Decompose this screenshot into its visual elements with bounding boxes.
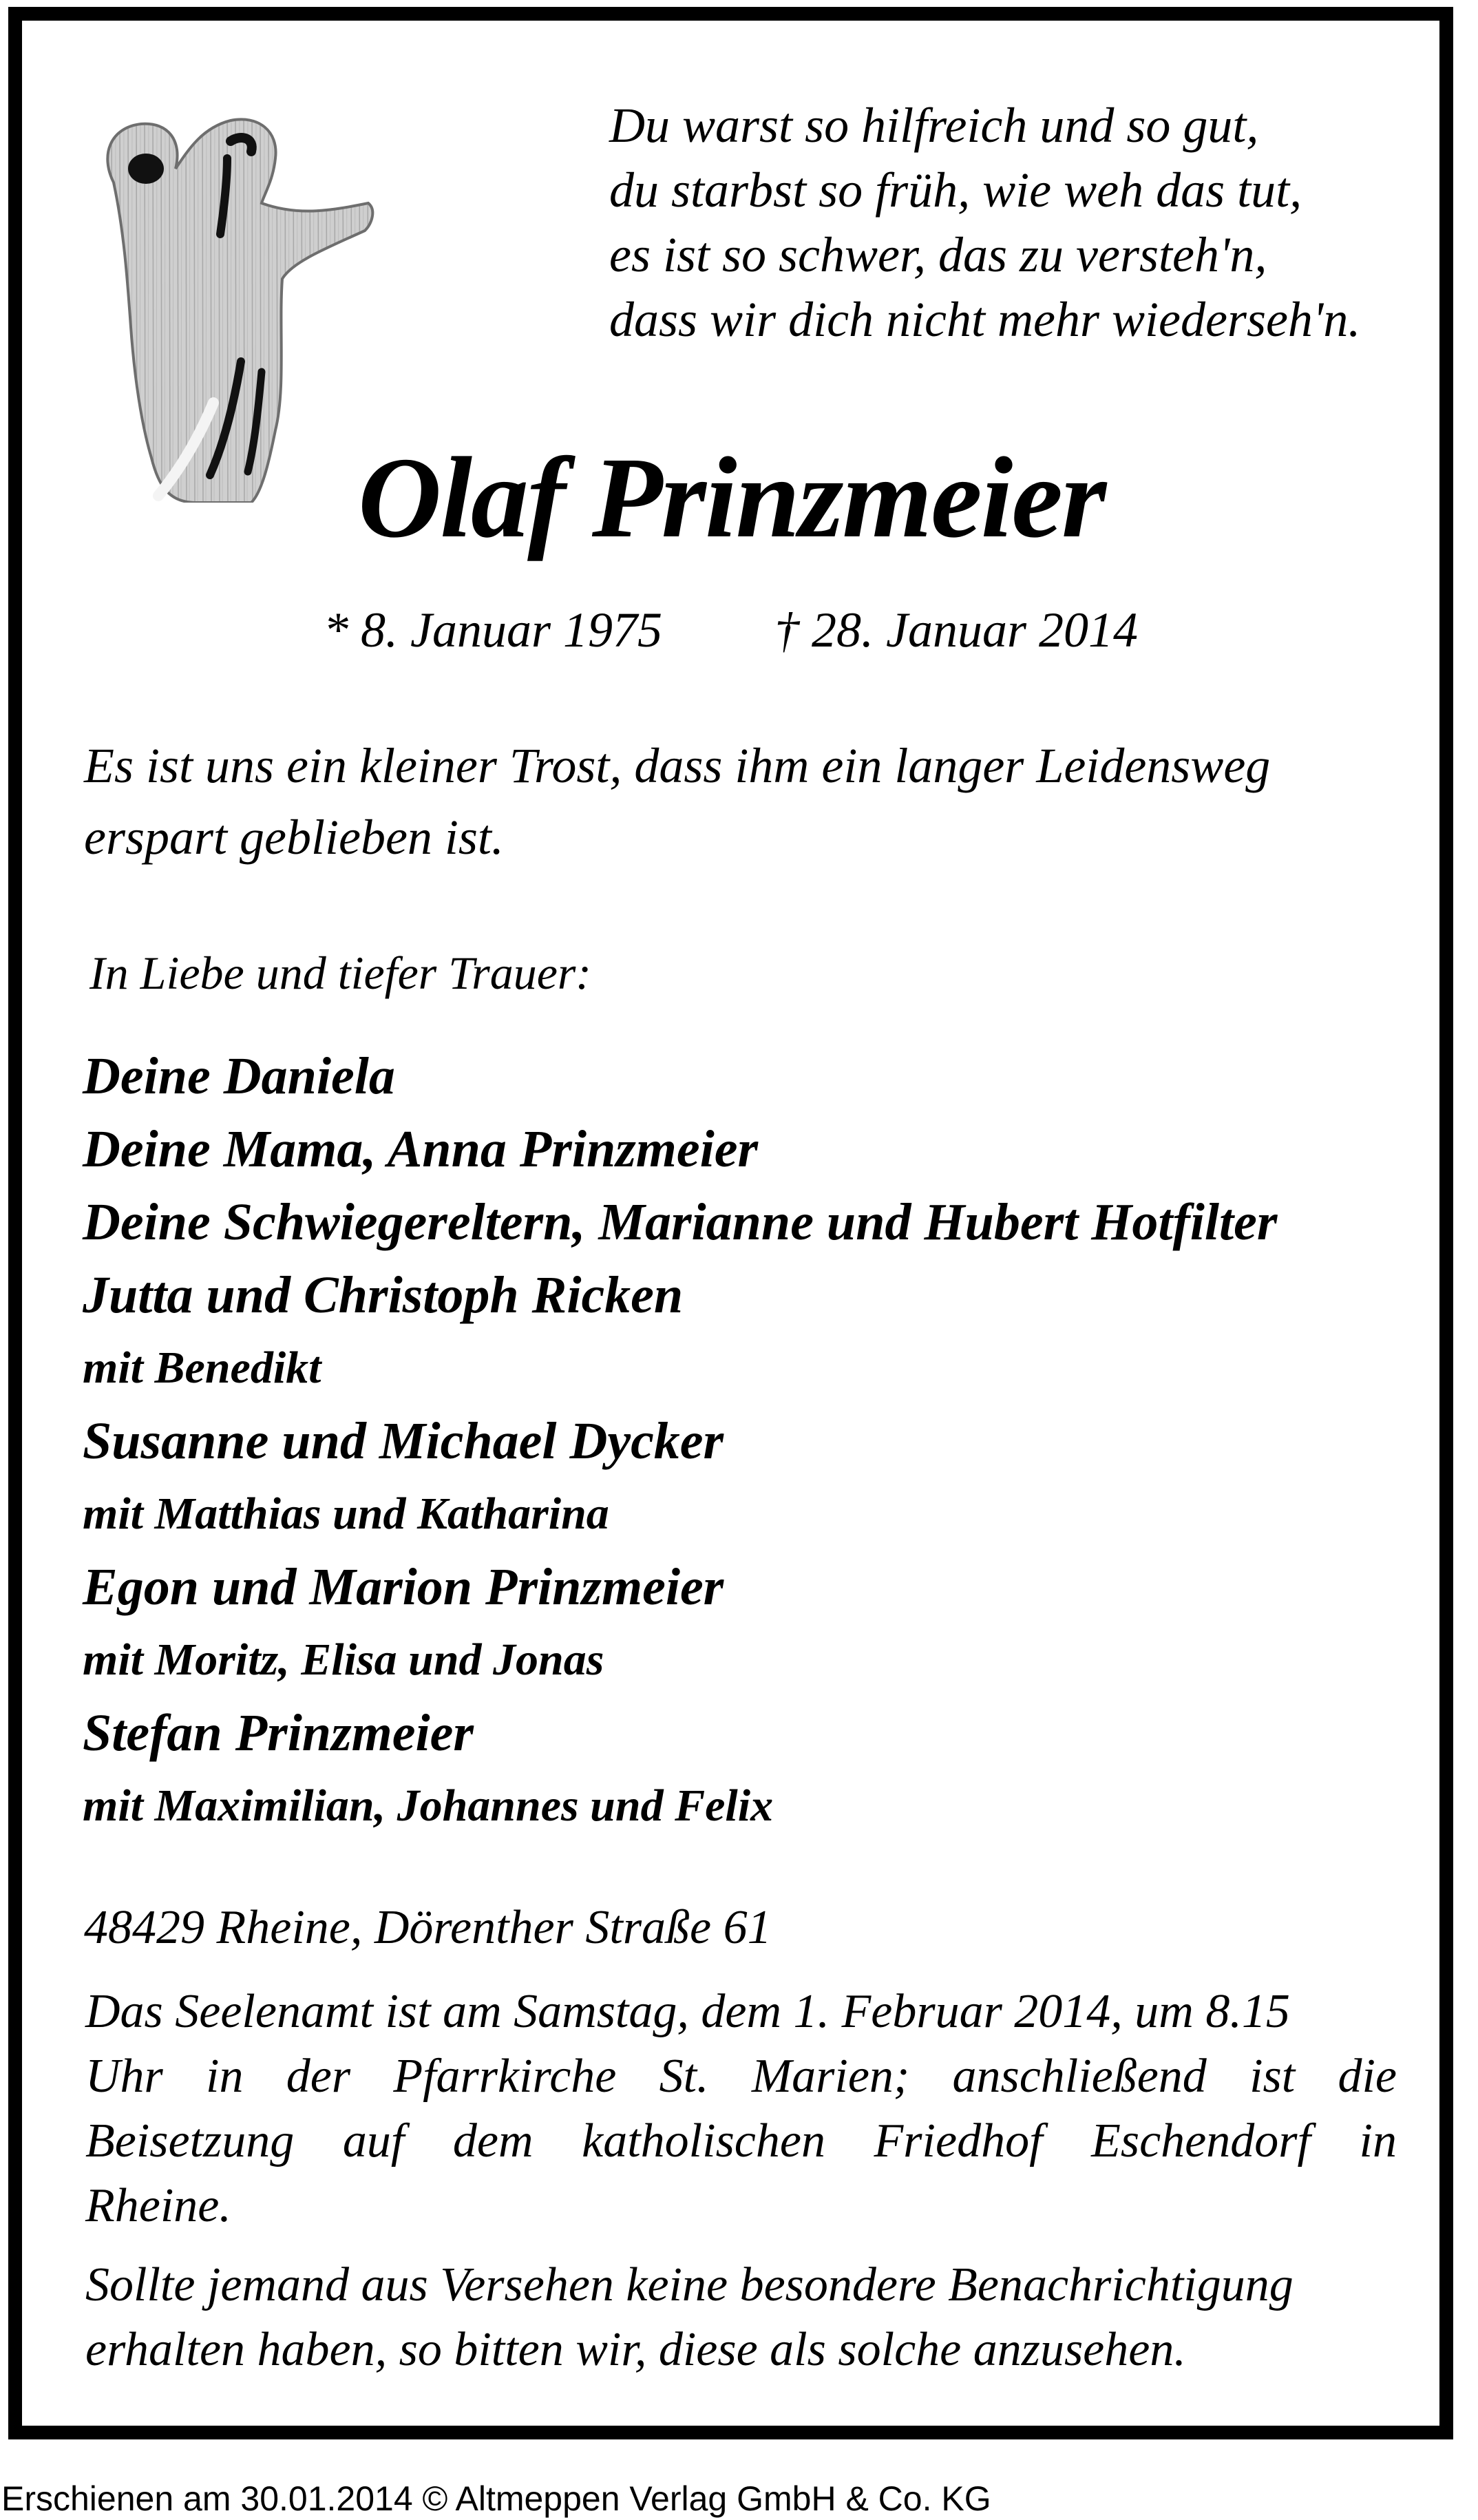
mourner-entry: Egon und Marion Prinzmeier [83, 1558, 724, 1616]
consolation-line: erspart geblieben ist. [84, 810, 504, 865]
service-line: Rheine. [85, 2179, 231, 2232]
birth-date: * 8. Januar 1975 [324, 602, 662, 658]
service-line: Das Seelenamt ist am Samstag, dem 1. Februar 2014, um 8.15 [85, 1985, 1290, 2038]
consolation-text [84, 730, 1392, 873]
family-address: 48429 Rheine, Dörenther Straße 61 [84, 1901, 772, 1954]
mourner-entry: Deine Schwiegereltern, Marianne und Hubert Hotfilter [83, 1193, 1278, 1251]
angel-icon [93, 100, 382, 503]
mourner-children: mit Benedikt [83, 1343, 321, 1393]
notification-notice [85, 2253, 1397, 2382]
mourner-entry: Jutta und Christoph Ricken [83, 1266, 684, 1324]
mourner-entry: Deine Mama, Anna Prinzmeier [83, 1120, 759, 1178]
mourner-entry: Deine Daniela [83, 1047, 395, 1105]
poem-line: Du warst so hilfreich und so gut, [609, 98, 1259, 153]
mourner-entry: Susanne und Michael Dycker [83, 1412, 724, 1470]
service-line: Uhr in der Pfarrkirche St. Marien; anschließend ist die [85, 2050, 1397, 2103]
publication-footer: Erschienen am 30.01.2014 © Altmeppen Verlag GmbH & Co. KG [1, 2479, 991, 2518]
mourner-entry: Stefan Prinzmeier [83, 1704, 474, 1762]
poem-line: es ist so schwer, das zu versteh'n, [609, 227, 1267, 282]
mourners-list [83, 1040, 1432, 1842]
notice-line: Sollte jemand aus Versehen keine besondere Benachrichtigung [85, 2258, 1294, 2311]
poem-line: dass wir dich nicht mehr wiederseh'n. [609, 292, 1361, 347]
notice-line: erhalten haben, so bitten wir, diese als solche anzusehen. [85, 2323, 1186, 2376]
mourning-intro: In Liebe und tiefer Trauer: [89, 947, 592, 999]
deceased-name: Olaf Prinzmeier [358, 434, 1106, 562]
mourner-children: mit Moritz, Elisa und Jonas [83, 1635, 604, 1685]
service-line: Beisetzung auf dem katholischen Friedhof Eschendorf in [85, 2114, 1397, 2167]
poem-line: du starbst so früh, wie weh das tut, [609, 162, 1302, 218]
consolation-line: Es ist uns ein kleiner Trost, dass ihm ein langer Leidensweg [84, 738, 1271, 793]
poem [609, 93, 1422, 352]
mourner-children: mit Maximilian, Johannes und Felix [83, 1781, 774, 1831]
service-announcement [85, 1980, 1397, 2238]
mourner-children: mit Matthias und Katharina [83, 1489, 609, 1539]
death-date: † 28. Januar 2014 [774, 602, 1138, 658]
